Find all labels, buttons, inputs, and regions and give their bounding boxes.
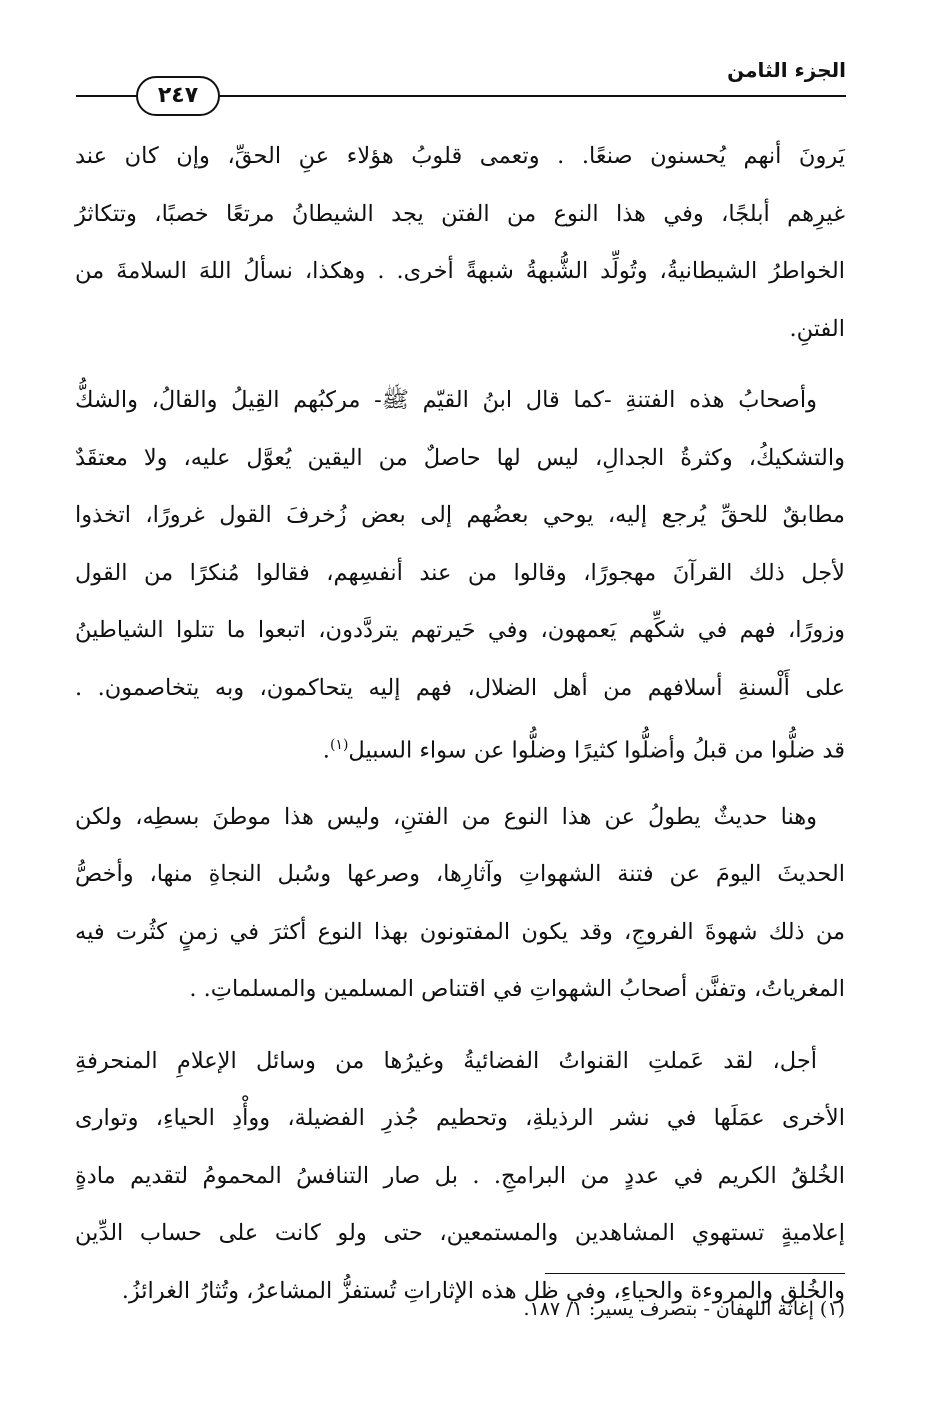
footnote-separator xyxy=(545,1273,845,1274)
sentence-end: . xyxy=(322,737,330,764)
running-header-title: الجزء الثامن xyxy=(727,58,846,82)
text-line: الفتنِ. xyxy=(789,315,845,342)
paragraph-1 xyxy=(75,128,845,358)
text-line: مطابقٌ للحقِّ يُرجع إليه، يوحي بعضُهم إلى بعض زُخرفَ القول غرورًا، اتخذوا xyxy=(75,502,845,528)
text-line: إعلاميةٍ تستهوي المشاهدين والمستمعين، حتى ولو كانت على حساب الدِّين xyxy=(75,1220,845,1246)
body-text xyxy=(75,128,845,1304)
text-line: وهنا حديثٌ يطولُ عن هذا النوع من الفتنِ، وليس هذا موطنَ بسطِه، ولكن xyxy=(75,803,817,830)
text-line: الخُلقُ الكريم في عددٍ من البرامجِ. . بل صار التنافسُ المحمومُ لتقديم مادةٍ xyxy=(75,1162,845,1189)
text-line: وزورًا، فهم في شكِّهم يَعمهون، وفي حَيرتهم يتردَّدون، اتبعوا ما تتلوا الشياطينُ xyxy=(75,617,845,643)
text-line: والتشكيكُ، وكثرةُ الجدالِ، ليس لها حاصلٌ من اليقين يُعوَّل عليه، ولا معتقَدٌ xyxy=(75,444,845,471)
paragraph-3 xyxy=(75,789,845,1019)
text-line: والخُلق والمروءة والحياءِ، وفي ظل هذه الإثاراتِ تُستفزُّ المشاعرُ، وتُثارُ الغرائزُ. xyxy=(121,1277,845,1304)
text-line: على أَلْسنةِ أسلافهم من أهل الضلال، فهم إليه يتحاكمون، وبه يتخاصمون. . xyxy=(75,674,845,701)
text-line: أجل، لقد عَملتِ القنواتُ الفضائيةُ وغيرُها من وسائل الإعلامِ المنحرفةِ xyxy=(75,1047,817,1074)
text-line: الأخرى عمَلَها في نشر الرذيلةِ، وتحطيم جُذرِ الفضيلة، ووأْدِ الحياءِ، وتوارى xyxy=(75,1105,845,1131)
text-line: يَرونَ أنهم يُحسنون صنعًا. . وتعمى قلوبُ هؤلاء عنِ الحقِّ، وإن كان عند xyxy=(75,143,845,169)
text-line: الخواطرُ الشيطانيةُ، وتُولِّد الشُّبهةُ شبهةً أخرى. . وهكذا، نسألُ اللهَ السلامةَ من xyxy=(75,258,845,284)
text-line: لأجل ذلك القرآنَ مهجورًا، وقالوا من عند أنفسِهم، فقالوا مُنكرًا من القول xyxy=(75,559,845,586)
text-line: من ذلك شهوةَ الفروجِ، وقد يكون المفتونون بهذا النوع أكثرَ في زمنٍ كثُرت فيه xyxy=(75,918,845,945)
footnote-reference[interactable]: (١) xyxy=(329,737,349,753)
text-line xyxy=(75,717,845,775)
text-line: المغرياتُ، وتفنَّن أصحابُ الشهواتِ في اقتناص المسلمين والمسلماتِ. . xyxy=(189,976,845,1002)
paragraph-4 xyxy=(75,1033,845,1321)
paragraph-2 xyxy=(75,372,845,775)
text-line: غيرِهم أبلجًا، وفي هذا النوع من الفتن يجد الشيطانُ مرتعًا خصبًا، وتتكاثرُ xyxy=(75,200,845,227)
page-number-badge: ٢٤٧ xyxy=(136,76,220,116)
footnote: (١) إغاثة اللهفان - بتصرف يسير: ١/ ١٨٧. xyxy=(523,1298,845,1320)
text-line-content: قد ضلُّوا من قبلُ وأضلُّوا كثيرًا وضلُّوا عن سواء السبيل xyxy=(348,737,845,764)
text-line: وأصحابُ هذه الفتنةِ -كما قال ابنُ القيّم ﷺ- مركبُهم القِيلُ والقالُ، والشكُّ xyxy=(75,387,817,413)
text-line: الحديثَ اليومَ عن فتنة الشهواتِ وآثارِها، وصرعها وسُبل النجاةِ منها، وأخصُّ xyxy=(75,861,845,887)
